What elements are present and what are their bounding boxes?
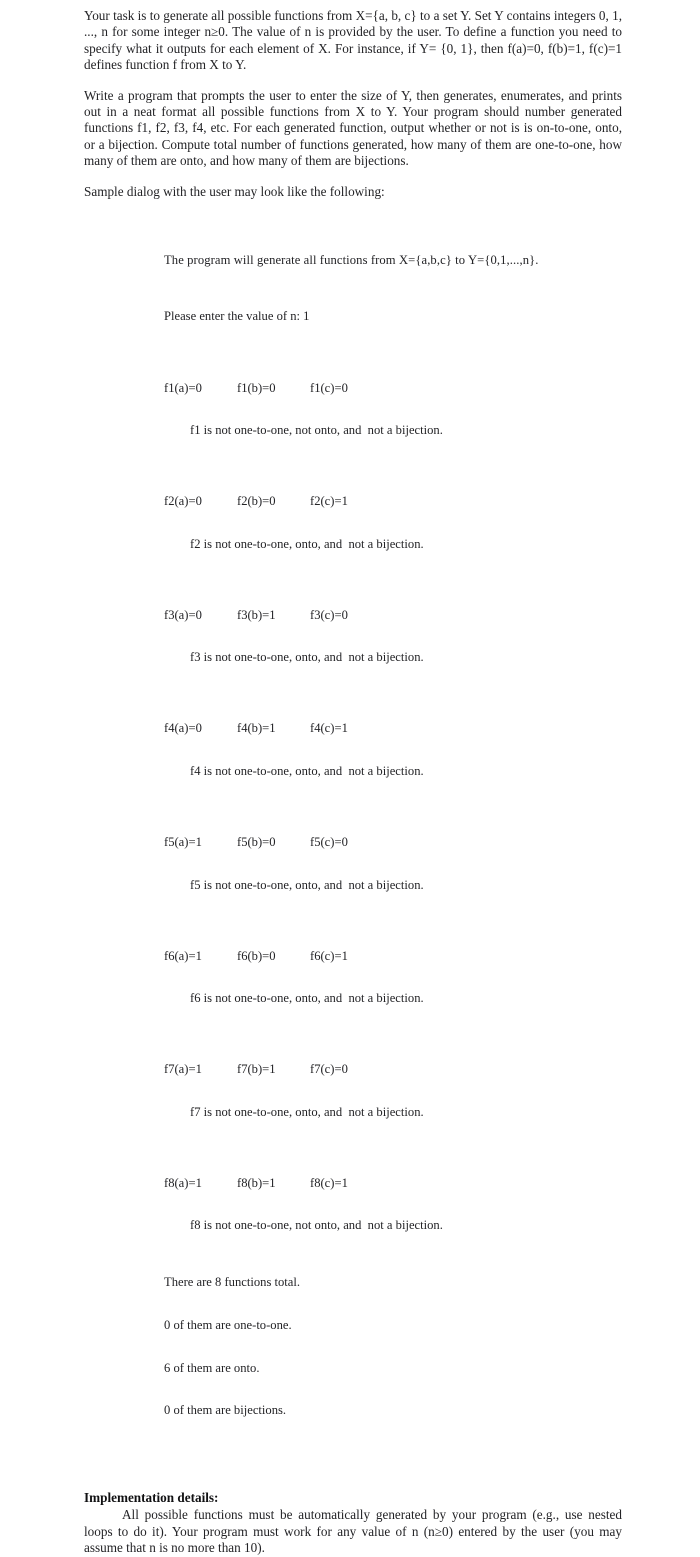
function-value-a: f3(a)=0 (164, 607, 202, 622)
function-value-a: f5(a)=1 (164, 835, 202, 849)
function-value-c: f3(c)=0 (310, 607, 348, 622)
function-row (164, 835, 622, 849)
function-note: f4 is not one-to-one, onto, and not a bijection. (190, 763, 424, 778)
function-row (164, 721, 622, 735)
function-value-b: f2(b)=0 (237, 494, 276, 509)
function-note: f1 is not one-to-one, not onto, and not a bijection. (190, 423, 443, 438)
function-value-a: f6(a)=1 (164, 948, 202, 963)
dialog-prompt-line: Please enter the value of n: 1 (164, 309, 310, 324)
function-row (164, 494, 622, 508)
function-value-a: f4(a)=0 (164, 721, 202, 736)
function-value-b: f3(b)=1 (237, 607, 276, 622)
function-note: f8 is not one-to-one, not onto, and not a bijection. (190, 1218, 443, 1233)
function-note: f2 is not one-to-one, onto, and not a bijection. (190, 536, 424, 551)
summary-onto: 6 of them are onto. (164, 1360, 260, 1375)
function-value-b: f5(b)=0 (237, 835, 276, 849)
implementation-body: All possible functions must be automatically generated by your program (e.g., use nested loops to do it). Your program must work for any value of n (n≥0) entered by the user (you may assume that n is no more than 10). (84, 1507, 622, 1556)
function-row (164, 608, 622, 622)
summary-total: There are 8 functions total. (164, 1275, 301, 1290)
function-value-b: f1(b)=0 (237, 380, 276, 395)
function-note: f6 is not one-to-one, onto, and not a bijection. (190, 991, 424, 1006)
function-note: f3 is not one-to-one, onto, and not a bijection. (190, 650, 424, 665)
function-value-a: f8(a)=1 (164, 1175, 202, 1190)
function-value-a: f1(a)=0 (164, 380, 202, 395)
function-value-c: f5(c)=0 (310, 835, 348, 849)
function-value-b: f4(b)=1 (237, 721, 276, 736)
function-value-b: f8(b)=1 (237, 1175, 276, 1190)
function-value-c: f2(c)=1 (310, 494, 348, 509)
sample-dialog-lead: Sample dialog with the user may look like the following: (84, 183, 385, 199)
intro-paragraph-2: Write a program that prompts the user to enter the size of Y, then generates, enumerates, and prints out in a neat format all possible functions from X to Y. Your program should number generated functions f1, f2, f3, f4, etc. For each generated function, output whether or not is is on-to-one, onto, or a bijection. Compute total number of functions generated, how many of them are one-to-one, how many of them are onto, and how many of them are bijections. (84, 87, 622, 169)
function-row (164, 1062, 622, 1076)
function-value-b: f6(b)=0 (237, 948, 276, 963)
function-value-a: f7(a)=1 (164, 1062, 202, 1077)
intro-paragraph-1: Your task is to generate all possible functions from X={a, b, c} to a set Y. Set Y contains integers 0, 1, ..., n for some integer n≥0. The value of n is provided by the user. To define a function you need to specify what it outputs for each element of X. For instance, if Y= {0, 1}, then f(a)=0, f(b)=1, f(c)=1 defines function f from X to Y. (84, 8, 622, 73)
function-value-c: f7(c)=0 (310, 1062, 348, 1077)
function-note: f5 is not one-to-one, onto, and not a bijection. (190, 877, 424, 892)
dialog-header-line: The program will generate all functions from X={a,b,c} to Y={0,1,...,n}. (164, 252, 539, 267)
summary-one-to-one: 0 of them are one-to-one. (164, 1317, 292, 1332)
function-row (164, 1176, 622, 1190)
sample-dialog-block (164, 210, 622, 1460)
function-row (164, 949, 622, 963)
function-value-a: f2(a)=0 (164, 494, 202, 509)
function-value-c: f4(c)=1 (310, 721, 348, 736)
function-value-b: f7(b)=1 (237, 1062, 276, 1077)
function-value-c: f1(c)=0 (310, 380, 348, 395)
function-value-c: f8(c)=1 (310, 1175, 348, 1190)
implementation-heading: Implementation details: (84, 1489, 219, 1505)
summary-bijections: 0 of them are bijections. (164, 1403, 287, 1418)
function-value-c: f6(c)=1 (310, 948, 348, 963)
function-note: f7 is not one-to-one, onto, and not a bijection. (190, 1104, 424, 1119)
implementation-section (84, 1490, 622, 1557)
function-row (164, 381, 622, 395)
document-page (84, 8, 622, 1557)
